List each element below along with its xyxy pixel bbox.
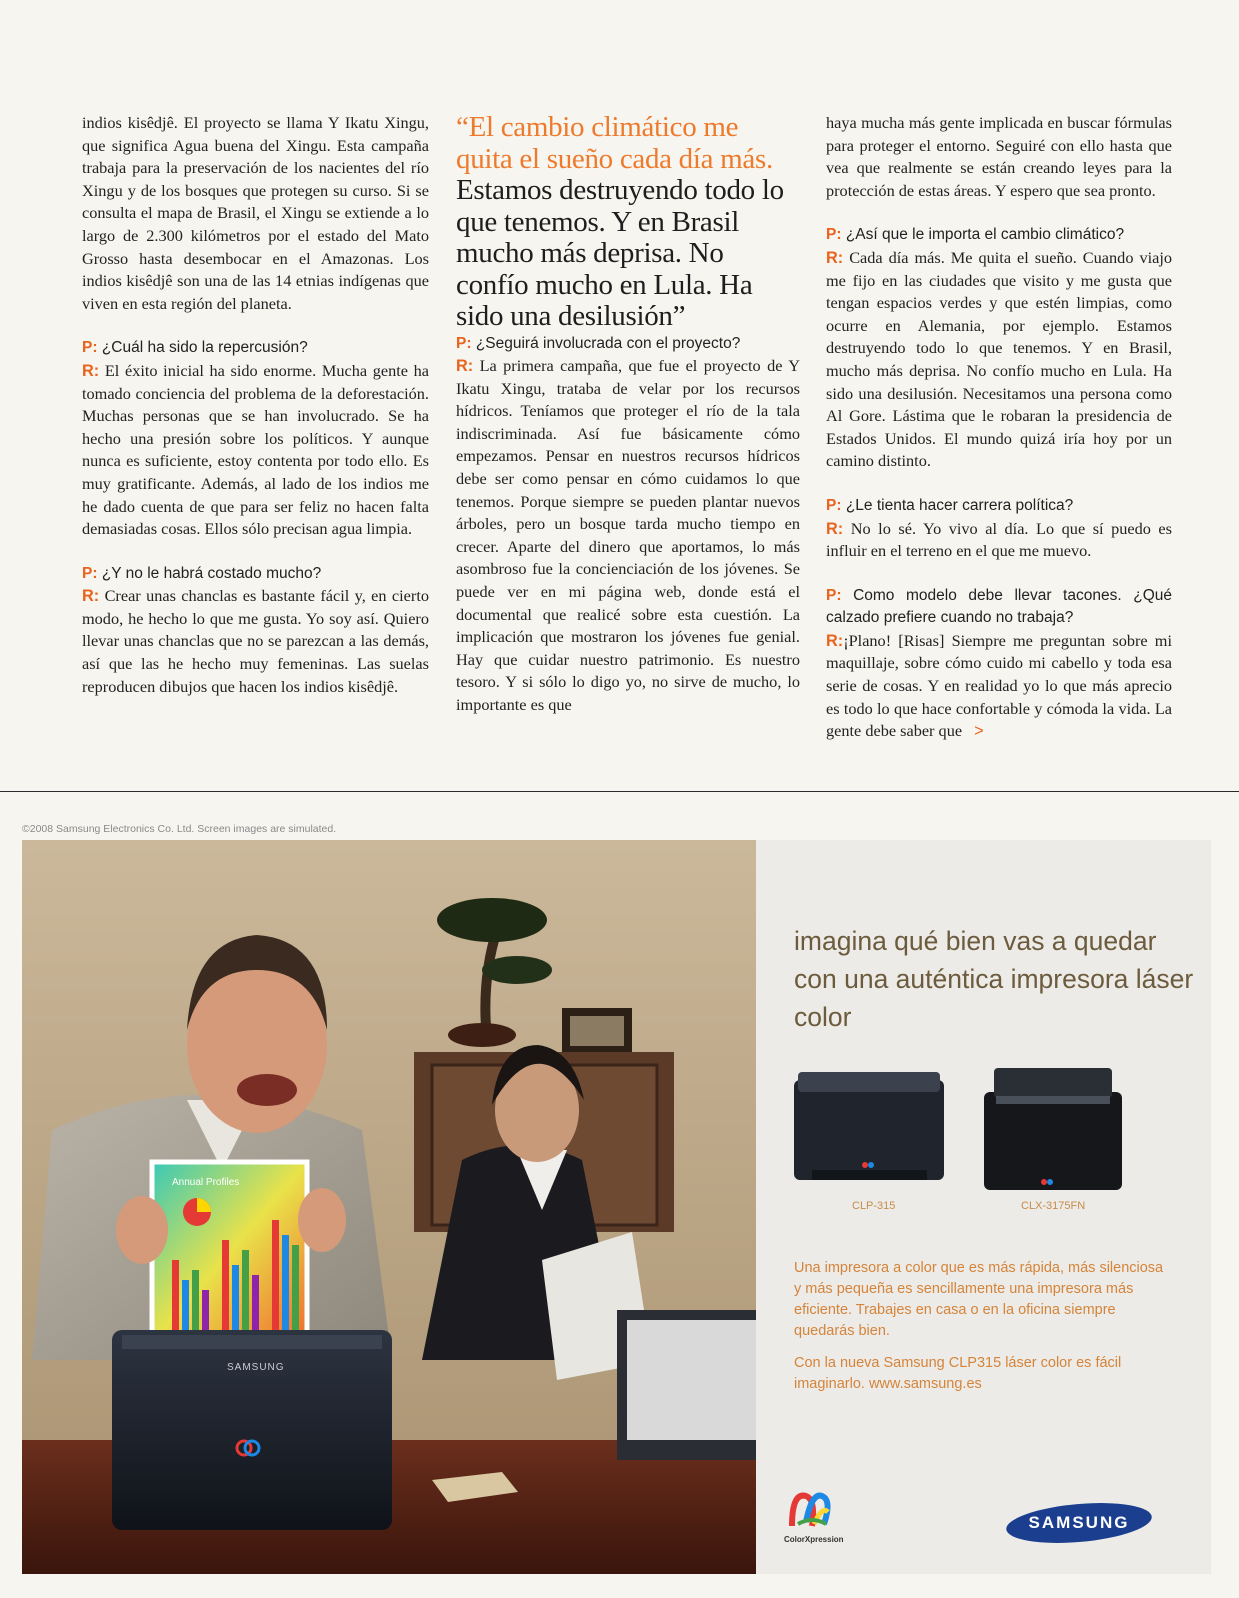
question-label: P: — [826, 586, 842, 604]
answer-text: No lo sé. Yo vivo al día. Lo que sí puedo es influir en el terreno en el que me muevo. — [826, 518, 1172, 561]
answer-label: R: — [456, 357, 474, 376]
answer — [826, 630, 1172, 743]
answer — [82, 360, 429, 541]
question — [82, 337, 429, 360]
pull-quote — [456, 112, 800, 333]
question-label: P: — [826, 496, 842, 514]
ad-headline: imagina qué bien vas a quedar con una auténtica impresora láser color — [794, 926, 1194, 1032]
question-text: ¿Le tienta hacer carrera política? — [845, 496, 1074, 514]
printer-brand-text: SAMSUNG — [227, 1362, 285, 1373]
question-text: ¿Y no le habrá costado mucho? — [101, 564, 322, 582]
answer-text: Cada día más. Me quita el sueño. Cuando viajo me fijo en las ciudades que visito y me gusta que tengan espacios verdes y que estén limpias, como ocurre en Alemania, por ejemplo. Estamos destruyendo todo lo que tenemos. Y en Brasil, mucho más deprisa. No confío mucho en Lula. Ha sido una desilusión. Necesitamos una persona como Al Gore. Lástima que le robaran la presidencia de Estados Unidos. El mundo quizá iría hoy por un camino distinto. — [826, 247, 1173, 471]
article-paragraph: haya mucha más gente implicada en buscar fórmulas para proteger el entorno. Seguiré con ello hasta que vea que realmente se están creando leyes para la protección de estas áreas. Y espero que sea pronto. — [826, 113, 1172, 200]
printer-clx3175fn-image — [982, 1064, 1127, 1194]
question — [826, 224, 1172, 247]
answer-label: R: — [82, 587, 100, 606]
pull-quote-text: Estamos destruyendo todo lo que tenemos. Y en Brasil mucho más deprisa. No confío mucho en Lula. Ha sido una desilusión” — [456, 174, 784, 332]
answer-text: Crear unas chanclas es bastante fácil y, en cierto modo, he hecho lo que me gusta. Yo soy así. Quiero llevar unas chanclas que no se parezcan a las demás, así que las he hecho muy femeninas. Las suelas reproducen dibujos que hacen los indios kisêdjê. — [82, 586, 429, 696]
samsung-logo — [1004, 1502, 1154, 1544]
office-scene-illustration — [22, 840, 756, 1574]
answer — [456, 355, 800, 717]
article-column-1 — [82, 112, 429, 698]
colorxpression-icon — [784, 1490, 838, 1530]
product-label-clx3175fn: CLX-3175FN — [1021, 1200, 1086, 1212]
question-label: P: — [82, 564, 98, 582]
answer-text: El éxito inicial ha sido enorme. Mucha gente ha tomado conciencia del problema de la deforestación. Muchas personas que se han involucrado. Se ha hecho una presión sobre los políticos. Y aunque nunca es suficiente, estoy contenta por todo ello. Es muy gratificante. Además, al lado de los indios me he dado cuenta de que para ser feliz no hacen falta demasiadas cosas. Ellos sólo precisan agua limpia. — [82, 360, 429, 539]
ad-body — [794, 1258, 1174, 1406]
pull-quote-highlight: “El cambio climático me quita el sueño cada día más. — [456, 111, 773, 175]
article-column-2 — [456, 112, 800, 717]
question-label: P: — [82, 339, 98, 357]
question-text: Como modelo debe llevar tacones. ¿Qué calzado prefiere cuando no trabaja? — [826, 586, 1172, 627]
answer-label: R: — [826, 248, 844, 267]
answer-text: La primera campaña, que fue el proyecto de Y Ikatu Xingu, trataba de velar por los recursos hídricos. Teníamos que proteger el río de la tala indiscriminada. Así fue básicamente cómo empezamos. Pensar en nuestros recursos hídricos debe ser como pensar en cómo cuidamos lo que tenemos. Porque siempre se pueden plantar nuevos árboles, pero un bosque tarda mucho tiempo en crecer. Aparte del dinero que aportamos, lo más asombroso fue la concienciación de los jóvenes. Se puede ver en mi página web, donde está el documental que realicé sobre esta cuestión. La implicación que mostraron los jóvenes fue genial. Hay que cuidar nuestro patrimonio. Es nuestro tesoro. Y si sólo lo digo yo, no sirve de mucho, lo importante es que — [456, 356, 800, 714]
question — [82, 563, 429, 586]
colorxpression-logo — [784, 1490, 854, 1544]
answer — [826, 247, 1172, 473]
continue-arrow-icon: > — [974, 722, 984, 741]
answer — [82, 585, 429, 698]
product-label-clp315: CLP-315 — [852, 1200, 896, 1212]
article-column-3 — [826, 112, 1172, 743]
answer-text: ¡Plano! [Risas] Siempre me preguntan sobre mi maquillaje, sobre cómo cuido mi cabello y toda esa serie de cosas. Y en realidad yo lo que más aprecio es todo lo que hace confortable y cómoda la vida. La gente debe saber que — [826, 630, 1172, 741]
question-text: ¿Cuál ha sido la repercusión? — [101, 339, 308, 357]
question — [826, 585, 1172, 630]
ad-panel — [756, 840, 1211, 1574]
answer-label: R: — [82, 361, 100, 380]
ad-body-paragraph: Una impresora a color que es más rápida, más silenciosa y más pequeña es sencillamente una impresora más eficiente. Trabajes en casa o en la oficina siempre quedarás bien. — [794, 1260, 1164, 1339]
question — [826, 495, 1172, 518]
answer-label: R: — [826, 519, 844, 538]
samsung-logo-text: SAMSUNG — [1028, 1513, 1130, 1532]
question-text: ¿Seguirá involucrada con el proyecto? — [475, 334, 741, 352]
printer-clp315-image — [792, 1070, 952, 1190]
page-divider — [0, 791, 1239, 792]
question-label: P: — [826, 226, 842, 244]
answer — [826, 518, 1172, 563]
chart-paper-title: Annual Profiles — [172, 1177, 240, 1188]
ad-body-paragraph: Con la nueva Samsung CLP315 láser color es fácil imaginarlo. www.samsung.es — [794, 1355, 1122, 1392]
ad-copyright: ©2008 Samsung Electronics Co. Ltd. Screen images are simulated. — [22, 823, 337, 835]
question-label: P: — [456, 334, 472, 352]
answer-label: R: — [826, 631, 844, 650]
ad-photo — [22, 840, 756, 1574]
question-text: ¿Así que le importa el cambio climático? — [845, 226, 1125, 244]
colorxpression-text: ColorXpression — [784, 1535, 844, 1544]
question — [456, 333, 800, 356]
article-paragraph: indios kisêdjê. El proyecto se llama Y Ikatu Xingu, que significa Agua buena del Xingu. Esta campaña trabaja para la preservación de los nacientes del río Xingu y de los bosques que protegen su curso. Si se consulta el mapa de Brasil, el Xingu se extiende a lo largo de 2.300 kilómetros por el estado del Mato Grosso hasta desembocar en el Amazonas. Los indios kisêdjê son una de las 14 etnias indígenas que viven en esta región del planeta. — [82, 113, 429, 313]
